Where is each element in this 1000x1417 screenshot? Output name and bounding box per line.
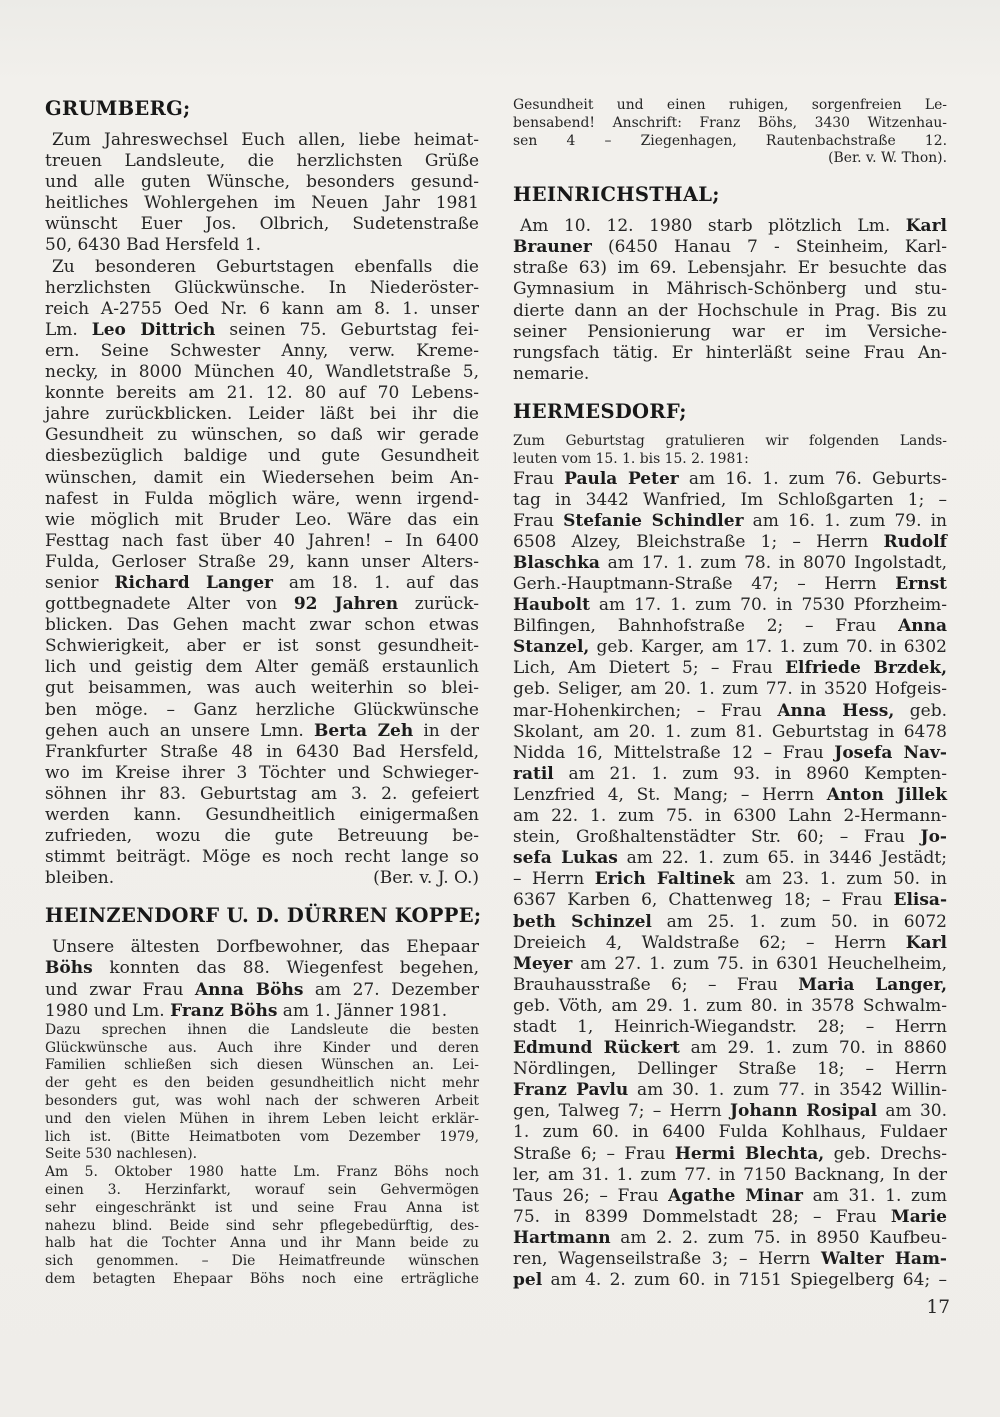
text-line: ler, am 31. 1. zum 77. in 7150 Backnang, In der: [513, 1164, 947, 1185]
text-line: gottbegnadete Alter von 92 Jahren zurück-: [45, 594, 479, 615]
text-line: ratil am 21. 1. zum 93. in 8960 Kempten-: [513, 763, 947, 784]
paragraph: [45, 1022, 479, 1164]
text-line: sen 4 – Ziegenhagen, Rautenbachstraße 12.: [513, 132, 947, 149]
text-line: Unsere ältesten Dorfbewohner, das Ehepaar: [52, 937, 479, 958]
text-line: lich ist. (Bitte Heimatboten vom Dezember 1979,: [45, 1128, 479, 1145]
text-line: ren, Wagenseilstraße 3; – Herrn Walter Ham-: [513, 1249, 947, 1269]
text-line: und zwar Frau Anna Böhs am 27. Dezember: [45, 979, 479, 1000]
text-line: Taus 26; – Frau Agathe Minar am 31. 1. zum: [513, 1185, 948, 1206]
text-line: senior Richard Langer am 18. 1. auf das: [45, 572, 480, 593]
text-line: stimmt beiträgt. Möge es noch recht lange so: [45, 847, 479, 868]
right-column: [513, 97, 947, 1291]
text-line: geb. Vöth, am 29. 1. zum 80. in 3578 Schwalm-: [513, 995, 947, 1016]
text-line: wo im Kreise ihrer 3 Töchter und Schwieger-: [45, 762, 479, 783]
text-line: Gesundheit zu wünschen, so daß wir gerade: [45, 425, 479, 446]
text-line: Fulda, Gerloser Straße 29, kann unser Alters-: [45, 551, 479, 572]
left-column: [45, 97, 482, 1291]
text-line: mar-Hohenkirchen; – Frau Anna Hess, geb.: [513, 700, 948, 721]
text-line: Brauhausstraße 6; – Frau Maria Langer,: [513, 974, 947, 995]
text-line: 6508 Alzey, Bleichstraße 1; – Herrn Rudolf: [513, 531, 947, 552]
section-heading: HEINZENDORF U. D. DÜRREN KOPPE;: [45, 904, 482, 928]
text-line: Lich, Am Dietert 5; – Frau Elfriede Brzdek,: [513, 658, 947, 679]
text-line: Haubolt am 17. 1. zum 70. in 7530 Pforzheim-: [513, 595, 947, 616]
text-line: pel am 4. 2. zum 60. in 7151 Spiegelberg 64; –: [513, 1270, 947, 1291]
text-line: sefa Lukas am 22. 1. zum 65. in 3446 Jestädt;: [513, 848, 947, 869]
text-line: necky, in 8000 München 40, Wandletstraße 5,: [45, 362, 479, 383]
paragraph: [45, 130, 479, 257]
text-line: Franz Pavlu am 30. 1. zum 77. in 3542 Willin-: [513, 1080, 947, 1101]
text-line: Schwierigkeit, aber er ist sonst gesundheit-: [45, 636, 479, 657]
text-line: Glückwünsche aus. Auch ihre Kinder und deren: [45, 1039, 479, 1056]
text-line: Blaschka am 17. 1. zum 78. in 8070 Ingolstadt,: [513, 552, 947, 573]
text-line: sich genommen. – Die Heimatfreunde wünschen: [45, 1253, 479, 1270]
text-line: Böhs konnten das 88. Wiegenfest begehen,: [45, 958, 479, 979]
text-line: halb hat die Tochter Anna und ihr Mann beide zu: [45, 1235, 479, 1252]
text-columns: [45, 97, 947, 1291]
text-line: am 22. 1. zum 75. in 6300 Lahn 2-Hermann-: [513, 806, 947, 827]
text-line: Frau Paula Peter am 16. 1. zum 76. Geburts-: [513, 468, 947, 489]
text-line: gut beisammen, was auch weiterhin so blei-: [45, 678, 479, 699]
text-line: wünschen, damit ein Wiedersehen beim An-: [45, 467, 479, 488]
text-line: Skolant, am 20. 1. zum 81. Geburtstag in 6478: [513, 721, 947, 742]
paragraph: [513, 97, 947, 168]
text-line: wie möglich mit Bruder Leo. Wäre das ein: [45, 509, 479, 530]
text-line: nafest in Fulda möglich wäre, wenn irgend-: [45, 488, 479, 509]
text-line: Frau Stefanie Schindler am 16. 1. zum 79. in: [513, 510, 947, 531]
paragraph: [45, 937, 479, 1021]
text-line: gen, Talweg 7; – Herrn Johann Rosipal am 30.: [513, 1101, 947, 1122]
text-line: leuten vom 15. 1. bis 15. 2. 1981:: [513, 450, 749, 467]
text-line: Seite 530 nachlesen).: [45, 1146, 198, 1163]
paragraph: [45, 257, 479, 890]
text-line: seiner Pensionierung war er im Versiche-: [513, 321, 947, 342]
text-line: Straße 6; – Frau Hermi Blechta, geb. Drechs-: [513, 1143, 947, 1164]
text-line: einen 3. Herzinfarkt, worauf sein Gehvermögen: [45, 1181, 479, 1198]
text-line: diesbezüglich baldige und gute Gesundheit: [45, 446, 479, 467]
text-line: werden kann. Gesundheitlich einigermaßen: [45, 805, 479, 825]
text-line: nahezu blind. Beide sind sehr pflegebedürftig, des-: [45, 1217, 479, 1234]
section-heading: GRUMBERG;: [45, 97, 191, 120]
text-line: Dreieich 4, Waldstraße 62; – Herrn Karl: [513, 932, 947, 953]
text-line: Am 10. 12. 1980 starb plötzlich Lm. Karl: [520, 216, 947, 237]
text-line: heitliches Wohlergehen im Neuen Jahr 1981: [45, 193, 479, 214]
text-line: Meyer am 27. 1. zum 75. in 6301 Heuchelheim,: [513, 953, 947, 974]
text-line: Zum Jahreswechsel Euch allen, liebe heimat-: [52, 130, 479, 150]
text-line: zufrieden, wozu die gute Betreuung be-: [45, 826, 479, 847]
text-line: ern. Seine Schwester Anny, verw. Kreme-: [45, 340, 479, 361]
text-line: und den vielen Mühen in ihrem Leben leicht erklär-: [45, 1110, 479, 1127]
text-line: lich und geistig dem Alter gemäß erstaunlich: [45, 657, 479, 678]
text-line: jahre zurückblicken. Leider läßt bei ihr die: [45, 404, 479, 425]
text-line: nemarie.: [513, 363, 590, 384]
text-line: Zum Geburtstag gratulieren wir folgenden Lands-: [513, 432, 947, 449]
text-line: stadt 1, Heinrich-Wiegandstr. 28; – Herrn: [513, 1016, 947, 1037]
text-line: Stanzel, geb. Karger, am 17. 1. zum 70. in 6302: [513, 637, 947, 658]
text-line: Dazu sprechen ihnen die Landsleute die besten: [45, 1021, 479, 1038]
text-line: ben möge. – Ganz herzliche Glückwünsche: [45, 699, 479, 720]
text-line: tag in 3442 Wanfried, Im Schloßgarten 1; –: [513, 489, 947, 510]
text-line: besonders gut, was wohl nach der schweren Arbeit: [45, 1092, 479, 1109]
text-line: dem betagten Ehepaar Böhs noch eine erträgliche: [45, 1270, 479, 1287]
text-line: Gymnasium in Mährisch-Schönberg und stu-: [513, 279, 947, 300]
paragraph: [513, 469, 947, 1292]
text-line: Gesundheit und einen ruhigen, sorgenfreien Le-: [513, 97, 947, 113]
text-line: beth Schinzel am 25. 1. zum 50. in 6072: [513, 911, 947, 932]
text-line: sehr eingeschränkt ist und seine Frau Anna ist: [45, 1199, 479, 1216]
text-line: blicken. Das Gehen macht zwar schon etwas: [45, 615, 479, 636]
text-line: Nidda 16, Mittelstraße 12 – Frau Josefa Nav-: [513, 742, 947, 763]
text-line: straße 63) im 69. Lebensjahr. Er besuchte das: [513, 258, 947, 279]
text-line: Edmund Rückert am 29. 1. zum 70. in 8860: [513, 1038, 947, 1059]
text-line: der geht es den beiden gesundheitlich nicht mehr: [45, 1075, 479, 1092]
text-line: 75. in 8399 Dommelstadt 28; – Frau Marie: [513, 1206, 947, 1227]
text-line: Brauner (6450 Hanau 7 - Steinheim, Karl-: [513, 237, 947, 258]
page-number: 17: [926, 1297, 950, 1318]
text-line: (Ber. v. W. Thon).: [828, 150, 947, 167]
section-heading: HERMESDORF;: [513, 399, 687, 423]
section-heading: HEINRICHSTHAL;: [513, 183, 720, 207]
text-line: Am 5. Oktober 1980 hatte Lm. Franz Böhs noch: [45, 1164, 479, 1181]
text-line: 6367 Karben 6, Chattenweg 18; – Frau Elisa-: [513, 890, 947, 911]
paragraph: [513, 433, 947, 469]
text-line: treuen Landsleute, die herzlichsten Grüße: [45, 151, 479, 172]
text-line: Familien schließen sich diesen Wünschen an. Lei-: [45, 1057, 479, 1074]
text-line: reich A-2755 Oed Nr. 6 kann am 8. 1. unser: [45, 298, 479, 319]
text-line: söhnen ihr 83. Geburtstag am 3. 2. gefeiert: [45, 783, 479, 804]
text-line: und alle guten Wünsche, besonders gesund-: [45, 172, 479, 193]
text-line: Frankfurter Straße 48 in 6430 Bad Hersfeld,: [45, 741, 479, 762]
paragraph: [513, 216, 947, 385]
text-line: herzlichsten Glückwünsche. In Niederöster-: [45, 277, 479, 298]
text-line: Nördlingen, Dellinger Straße 18; – Herrn: [513, 1059, 947, 1080]
paragraph: [45, 1164, 479, 1289]
text-line: Lm. Leo Dittrich seinen 75. Geburtstag fei-: [45, 319, 480, 340]
text-line: Gerh.-Hauptmann-Straße 47; – Herrn Ernst: [513, 574, 947, 594]
text-line: wünscht Euer Jos. Olbrich, Sudetenstraße: [45, 214, 479, 235]
text-line: stein, Großhaltenstädter Str. 60; – Frau Jo-: [513, 827, 947, 848]
text-line: 1. zum 60. in 6400 Fulda Kohlhaus, Fuldaer: [513, 1122, 947, 1143]
text-line: gehen auch an unsere Lmn. Berta Zeh in der: [45, 720, 479, 741]
text-line: – Herrn Erich Faltinek am 23. 1. zum 50. in: [513, 869, 947, 890]
text-line: dierte dann an der Hochschule in Prag. Bis zu: [513, 300, 947, 321]
text-line: Hartmann am 2. 2. zum 75. in 8950 Kaufbeu-: [513, 1227, 947, 1248]
text-line: Zu besonderen Geburtstagen ebenfalls die: [52, 256, 479, 277]
text-line: Bilfingen, Bahnhofstraße 2; – Frau Anna: [513, 616, 947, 637]
text-line: Lenzfried 4, St. Mang; – Herrn Anton Jillek: [513, 784, 947, 805]
text-line: bleiben. (Ber. v. J. O.): [45, 868, 479, 889]
text-line: 50, 6430 Bad Hersfeld 1.: [45, 235, 262, 256]
text-line: Festtag nach fast über 40 Jahren! – In 6400: [45, 530, 479, 551]
text-line: konnte bereits am 21. 12. 80 auf 70 Lebens-: [45, 383, 479, 404]
text-line: bensabend! Anschrift: Franz Böhs, 3430 Witzenhau-: [513, 114, 947, 131]
text-line: 1980 und Lm. Franz Böhs am 1. Jänner 1981.: [45, 1000, 448, 1021]
text-line: rungsfach tätig. Er hinterläßt seine Frau An-: [513, 342, 947, 363]
text-line: geb. Seliger, am 20. 1. zum 77. in 3520 Hofgeis-: [513, 679, 947, 700]
